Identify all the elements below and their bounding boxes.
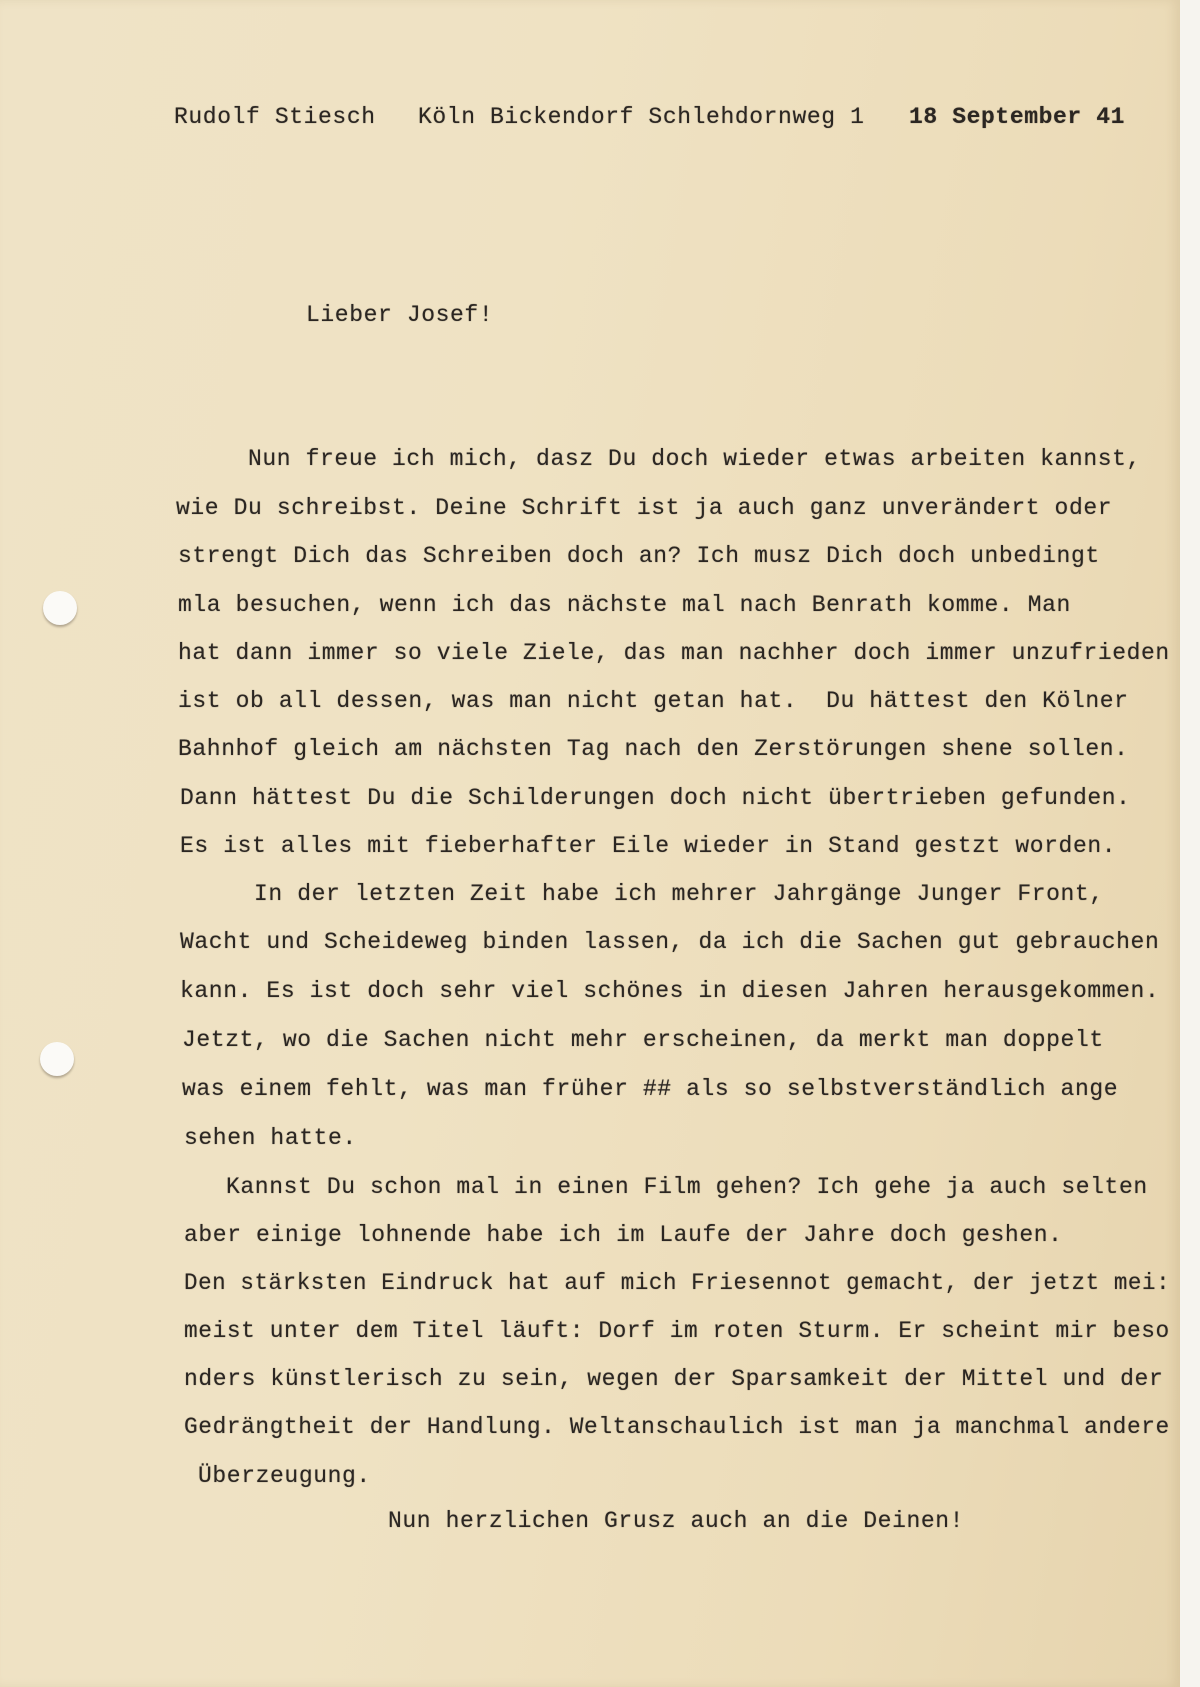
scan-edge (1180, 0, 1200, 1687)
sender-name: Rudolf Stiesch (174, 104, 376, 130)
body-line: Bahnhof gleich am nächsten Tag nach den Zerstörungen shene sollen. (178, 736, 1129, 762)
punch-hole-bottom (40, 1042, 74, 1076)
salutation: Lieber Josef! (306, 302, 494, 328)
body-line: meist unter dem Titel läuft: Dorf im roten Sturm. Er scheint mir beso (184, 1318, 1170, 1344)
body-line: Den stärksten Eindruck hat auf mich Friesennot gemacht, der jetzt mei: (184, 1270, 1171, 1296)
punch-hole-top (43, 591, 77, 625)
body-line: Gedrängtheit der Handlung. Weltanschaulich ist man ja manchmal andere (184, 1414, 1170, 1440)
body-line: Jetzt, wo die Sachen nicht mehr erscheinen, da merkt man doppelt (182, 1027, 1104, 1053)
closing-line: Nun herzlichen Grusz auch an die Deinen! (388, 1508, 965, 1534)
body-line: Nun freue ich mich, dasz Du doch wieder etwas arbeiten kannst, (248, 446, 1141, 472)
body-line: Kannst Du schon mal in einen Film gehen? Ich gehe ja auch selten (226, 1174, 1148, 1200)
body-line: Wacht und Scheideweg binden lassen, da ich die Sachen gut gebrauchen (180, 929, 1160, 955)
body-line: strengt Dich das Schreiben doch an? Ich musz Dich doch unbedingt (178, 543, 1100, 569)
body-line: aber einige lohnende habe ich im Laufe der Jahre doch geshen. (184, 1222, 1063, 1248)
body-line: Dann hättest Du die Schilderungen doch nicht übertrieben gefunden. (180, 785, 1131, 811)
body-line: mla besuchen, wenn ich das nächste mal nach Benrath komme. Man (178, 592, 1071, 618)
body-line: sehen hatte. (184, 1125, 357, 1151)
body-line: Überzeugung. (198, 1463, 371, 1489)
body-line: Es ist alles mit fieberhafter Eile wieder in Stand gestzt worden. (180, 833, 1117, 859)
letter-date: 18 September 41 (909, 104, 1126, 130)
body-line: ist ob all dessen, was man nicht getan hat. Du hättest den Kölner (178, 688, 1129, 714)
body-line: nders künstlerisch zu sein, wegen der Sparsamkeit der Mittel und der (184, 1366, 1164, 1392)
body-line: kann. Es ist doch sehr viel schönes in diesen Jahren herausgekommen. (180, 978, 1160, 1004)
sender-address: Köln Bickendorf Schlehdornweg 1 (418, 104, 865, 130)
body-line: hat dann immer so viele Ziele, das man nachher doch immer unzufrieden (178, 640, 1170, 666)
body-line: In der letzten Zeit habe ich mehrer Jahrgänge Junger Front, (254, 881, 1104, 907)
body-line: was einem fehlt, was man früher ## als so selbstverständlich ange (182, 1076, 1119, 1102)
body-line: wie Du schreibst. Deine Schrift ist ja auch ganz unverändert oder (176, 495, 1113, 521)
